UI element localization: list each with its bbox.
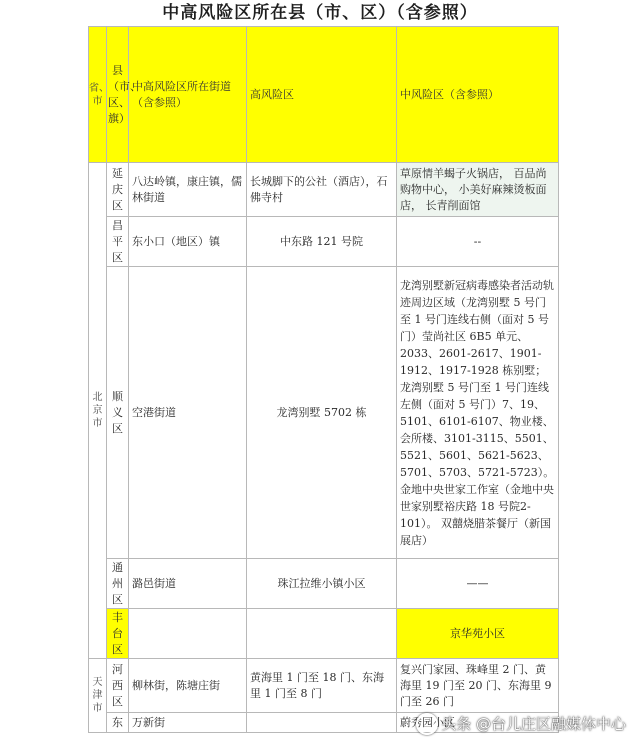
county-cell: 延庆区	[107, 163, 129, 217]
watermark: 头条 @台儿庄区融媒体中心	[416, 713, 626, 736]
camera-icon	[416, 713, 438, 735]
header-province: 省、市	[89, 27, 107, 163]
medium-cell: 草原情羊蝎子火锅店， 百品尚购物中心， 小美好麻辣烫板面店， 长青削面馆	[397, 163, 559, 217]
medium-cell: 复兴门家园、珠峰里 2 门、黄海里 19 门至 20 门、东海里 9 门至 26 门	[397, 659, 559, 713]
medium-cell: --	[397, 217, 559, 267]
table-row	[89, 163, 559, 217]
high-cell: 黄海里 1 门至 18 门、东海里 1 门至 8 门	[247, 659, 397, 713]
high-cell	[247, 713, 397, 733]
header-county: 县（市、区、旗）	[107, 27, 129, 163]
table-row	[89, 217, 559, 267]
street-cell	[129, 609, 247, 659]
table-row	[89, 267, 559, 559]
county-cell: 顺义区	[107, 267, 129, 559]
county-cell: 昌平区	[107, 217, 129, 267]
street-cell: 柳林街，陈塘庄街	[129, 659, 247, 713]
table-row	[89, 659, 559, 713]
high-cell: 龙湾别墅 5702 栋	[247, 267, 397, 559]
street-cell: 万新街	[129, 713, 247, 733]
table-row	[89, 559, 559, 609]
high-cell	[247, 609, 397, 659]
street-cell: 潞邑街道	[129, 559, 247, 609]
county-cell: 丰台区	[107, 609, 129, 659]
header-street: 中高风险区所在街道（含参照）	[129, 27, 247, 163]
medium-cell: 京华苑小区	[397, 609, 559, 659]
street-cell: 八达岭镇，康庄镇，儒林街道	[129, 163, 247, 217]
street-cell: 东小口（地区）镇	[129, 217, 247, 267]
table-row	[89, 609, 559, 659]
high-cell: 长城脚下的公社（酒店），石佛寺村	[247, 163, 397, 217]
document-page	[88, 26, 558, 739]
province-tianjin: 天津市	[89, 659, 107, 733]
county-cell: 东	[107, 713, 129, 733]
province-beijing: 北京市	[89, 163, 107, 659]
county-cell: 通州区	[107, 559, 129, 609]
high-cell: 中东路 121 号院	[247, 217, 397, 267]
risk-table	[88, 26, 559, 733]
county-cell: 河西区	[107, 659, 129, 713]
street-cell: 空港街道	[129, 267, 247, 559]
header-medium: 中风险区（含参照）	[397, 27, 559, 163]
page-title: 中高风险区所在县（市、区）（含参照）	[162, 3, 478, 23]
high-cell: 珠江拉维小镇小区	[247, 559, 397, 609]
header-high: 高风险区	[247, 27, 397, 163]
medium-cell: ——	[397, 559, 559, 609]
medium-cell: 蔚秀园小区	[397, 713, 559, 733]
header-row	[89, 27, 559, 163]
medium-cell: 龙湾别墅新冠病毒感染者活动轨迹周边区域（龙湾别墅 5 号门至 1 号门连线右侧（面对 5 号门）莹尚社区 6B5 单元、2033、2601-2617、1901-1912、1917-1928 栋别墅；龙湾别墅 5 号门至 1 号门连线左侧（面对 5 号门）7、19、5101、6101-6107、物业楼、会所楼、3101-3115、5501、5521、5601、5621-5623、5701、5703、5721-5723）。 金地中央世家工作室（金地中央世家别墅裕庆路 18 号院2-101）。 双囍烧腊茶餐厅（新国展店）	[397, 267, 559, 559]
